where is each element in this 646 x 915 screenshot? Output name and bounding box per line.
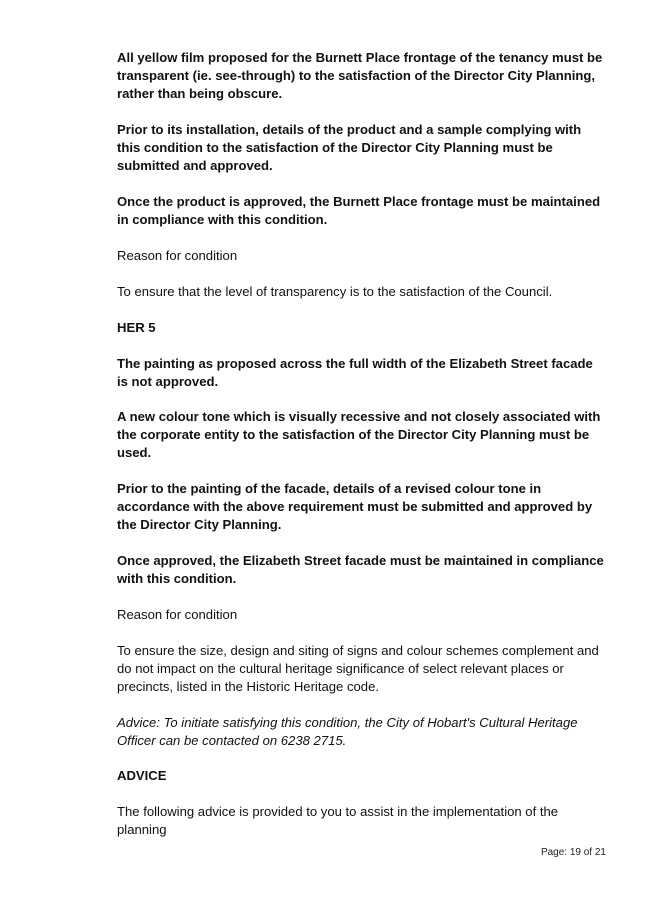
reason-heading-2: Reason for condition — [117, 607, 238, 622]
reason-heritage-text: To ensure the size, design and siting of signs and colour schemes complement and do not impact on the cultural heritage significance of select relevant places or precincts, listed in the Historic Heritage code. — [117, 643, 599, 694]
condition-yellow-film-transparency: All yellow film proposed for the Burnett Place frontage of the tenancy must be transparent (ie. see-through) to the satisfaction of the Director City Planning, rather than being obscure. — [117, 50, 603, 101]
condition-revised-colour-submission: Prior to the painting of the facade, details of a revised colour tone in accordance with the above requirement must be submitted and approved by the Director City Planning. — [117, 481, 593, 532]
condition-new-colour-tone: A new colour tone which is visually recessive and not closely associated with the corporate entity to the satisfaction of the Director City Planning must be used. — [117, 409, 601, 460]
page-number: Page: 19 of 21 — [540, 847, 606, 858]
advice-intro-text: The following advice is provided to you to assist in the implementation of the planning — [117, 804, 559, 837]
condition-frontage-maintenance: Once the product is approved, the Burnett Place frontage must be maintained in compliance with this condition. — [117, 194, 601, 227]
condition-product-sample-submission: Prior to its installation, details of the product and a sample complying with this condition to the satisfaction of the Director City Planning must be submitted and approved. — [117, 122, 582, 173]
condition-facade-maintenance: Once approved, the Elizabeth Street facade must be maintained in compliance with this condition. — [117, 553, 604, 586]
advice-heading: ADVICE — [117, 768, 167, 783]
reason-heading-1: Reason for condition — [117, 248, 238, 263]
condition-heading-her5: HER 5 — [117, 320, 156, 335]
advice-heritage-officer-contact: Advice: To initiate satisfying this condition, the City of Hobart's Cultural Heritage Officer can be contacted on 6238 2715. — [117, 715, 578, 748]
condition-painting-not-approved: The painting as proposed across the full width of the Elizabeth Street facade is not approved. — [117, 356, 593, 389]
reason-transparency-text: To ensure that the level of transparency is to the satisfaction of the Council. — [117, 284, 553, 299]
